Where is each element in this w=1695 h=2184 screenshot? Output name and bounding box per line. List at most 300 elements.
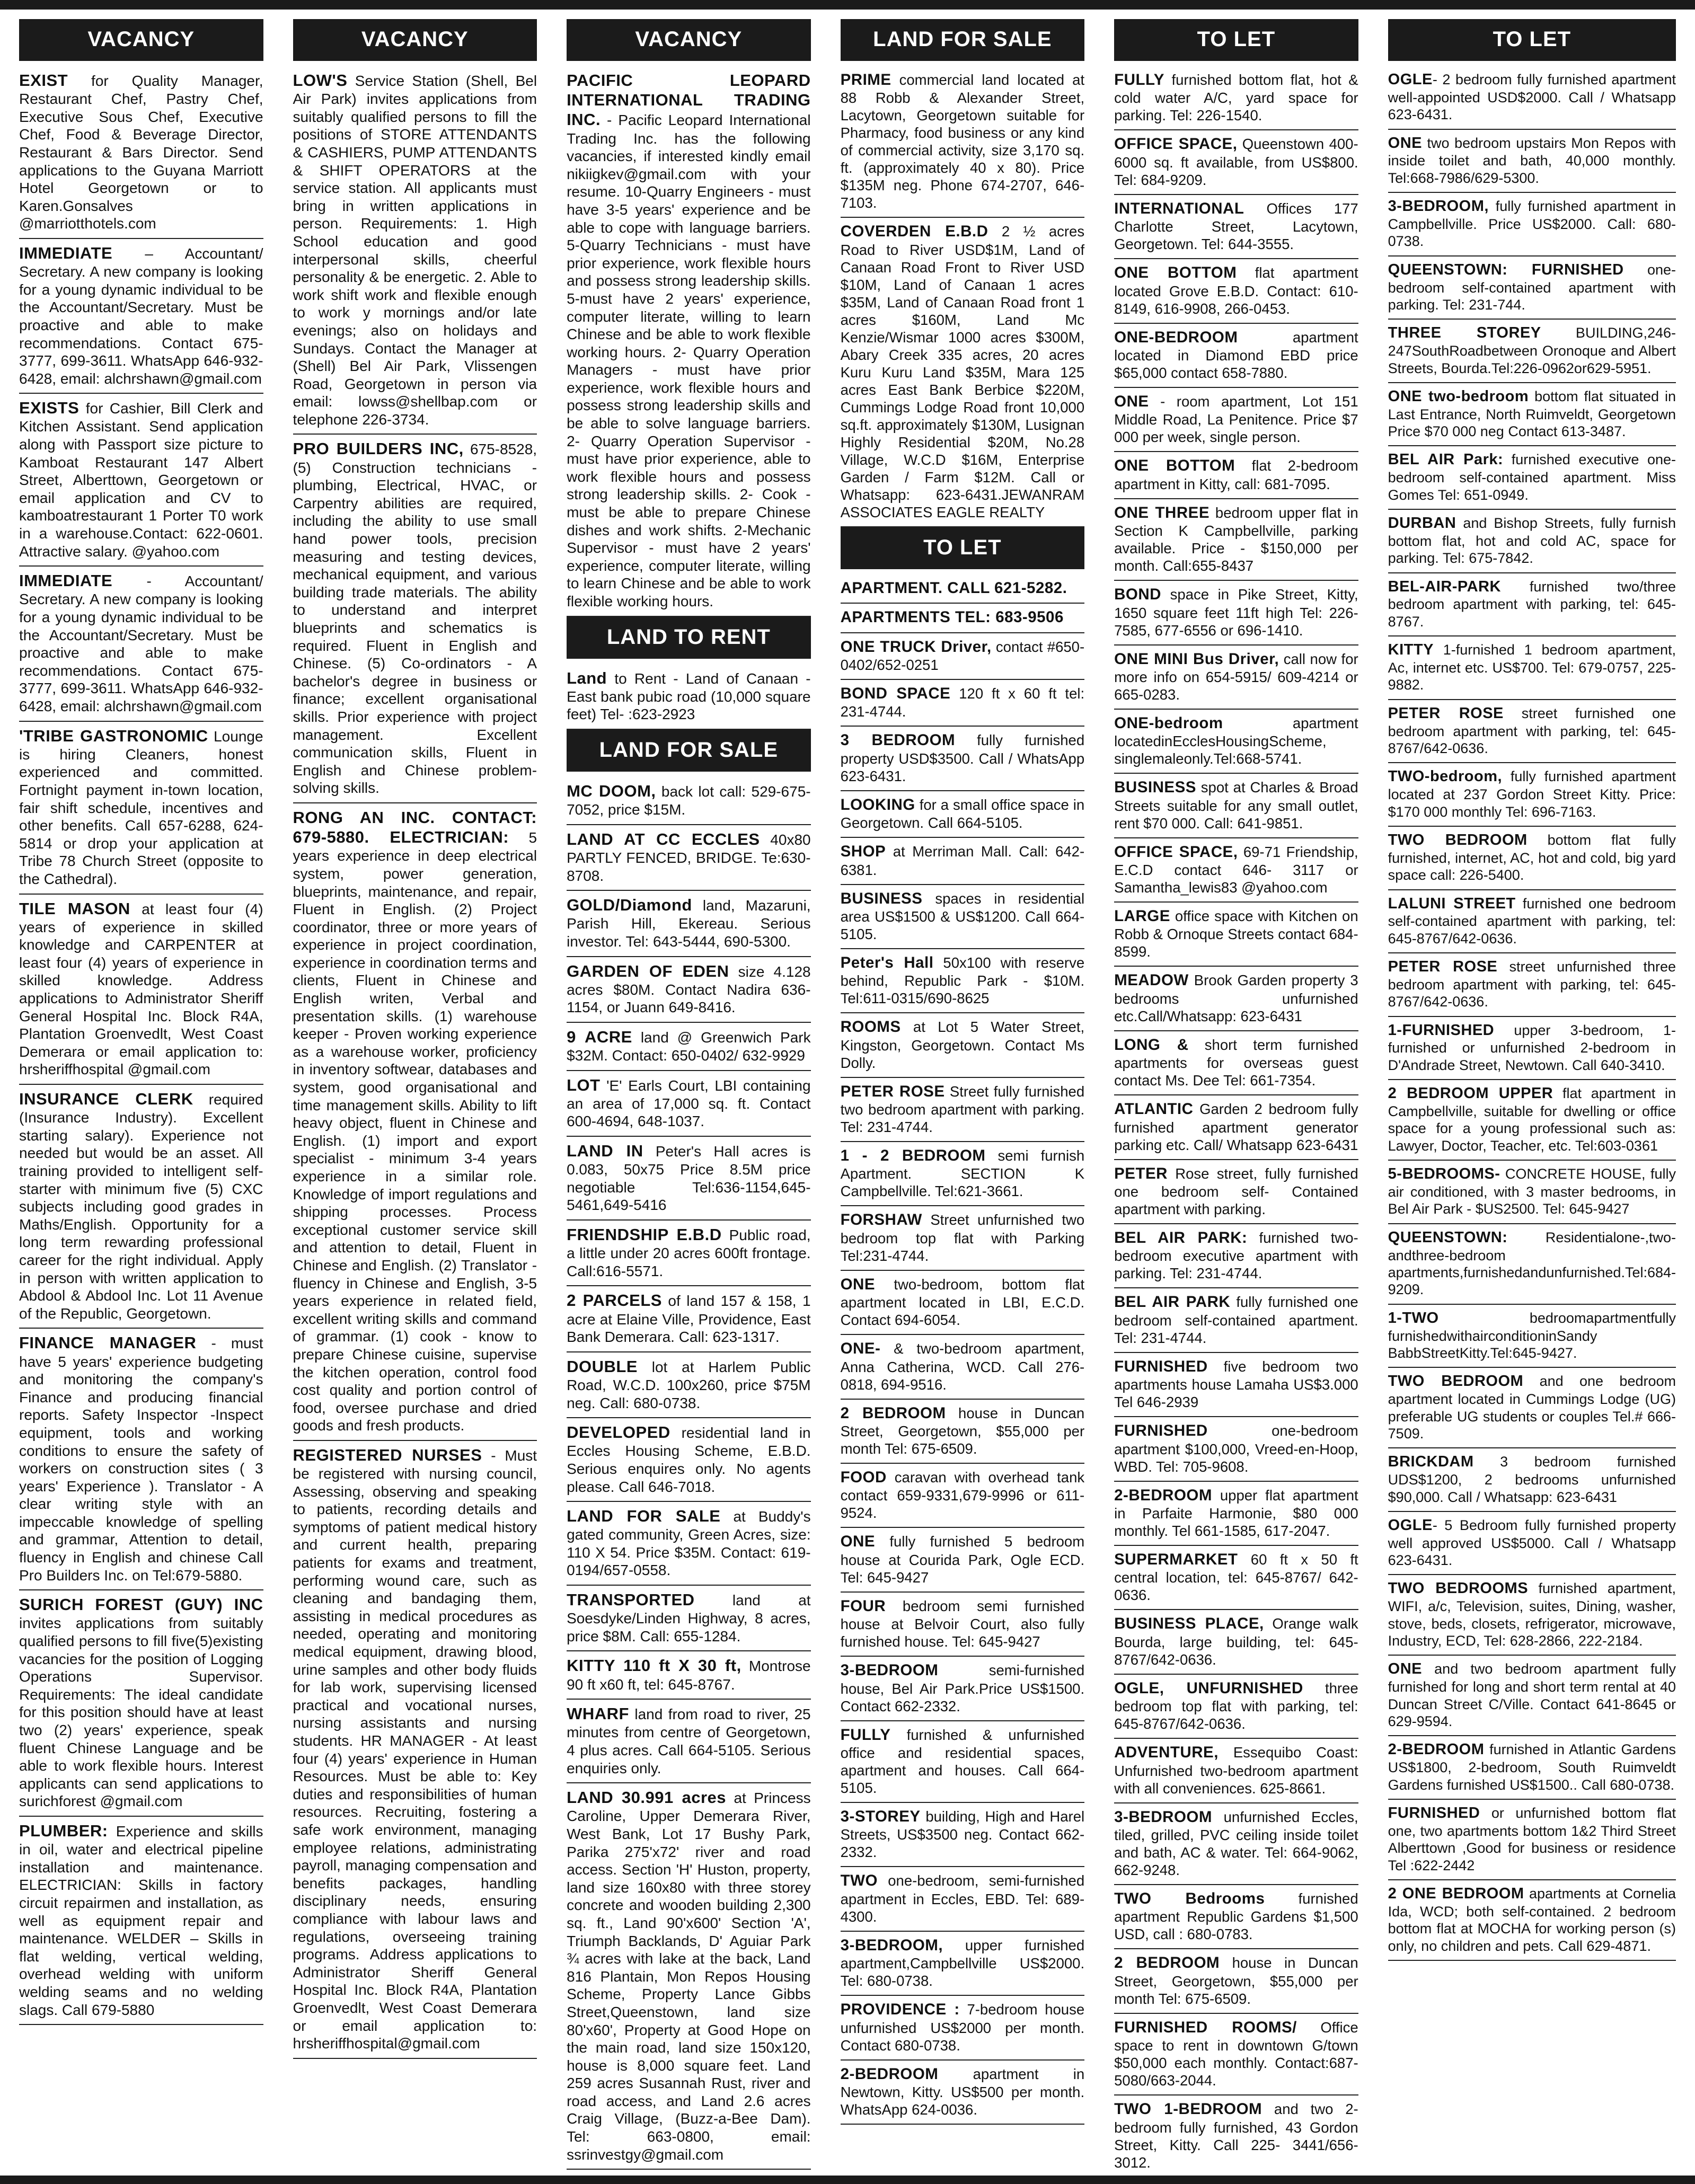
classified-ad [567, 1418, 811, 1502]
ad-keyword: ONE two-bedroom [1388, 387, 1529, 405]
classified-ad [1388, 890, 1676, 954]
classified-ad [1388, 193, 1676, 257]
ad-keyword: 2 ONE BEDROOM [1388, 1885, 1524, 1902]
classified-ad [841, 1078, 1085, 1142]
classified-ad [841, 1996, 1085, 2060]
classified-ad [19, 66, 263, 239]
ad-text: one-bedroom apartment $100,000, Vreed-en-Hoop, WBD. Tel: 705-9608. [1114, 1422, 1358, 1475]
classified-ad [1114, 1417, 1358, 1481]
section-header: LAND TO RENT [567, 617, 811, 659]
ad-keyword: PETER ROSE [1388, 958, 1498, 976]
ad-keyword: TWO BEDROOMS [1388, 1580, 1529, 1597]
ad-text: - Accountant/ Secretary. A new company is looking for a young dynamic individual to be the Accountant/Secretary. Must be proactive and able to make recommendations. Contact 675-3777, 699-3611. WhatsApp 646-932-6428, email: alchrshawn@gmail.com [19, 573, 263, 714]
ads-list [841, 66, 1085, 527]
ad-keyword: FURNISHED [1114, 1422, 1208, 1440]
classified-ad [567, 1137, 811, 1221]
ad-keyword: MEADOW [1114, 971, 1189, 989]
ad-text: street unfurnished three bedroom apartment with parking, tel: 645-8767/642-0636. [1388, 959, 1676, 1010]
ad-keyword: 1-FURNISHED [1388, 1021, 1495, 1039]
ad-keyword: 3-BEDROOM, [1388, 198, 1489, 215]
ad-keyword: Peter's Hall [840, 953, 934, 971]
ad-text: Lounge is hiring Cleaners, honest experienced and committed. Fortnight payment in-town location, fair shift schedule, incentives and other benefits. Call 657-6288, 624-5814 or drop your application at Tribe 78 Church Street (opposite to the Cathedral). [19, 728, 263, 887]
classified-ad [841, 1721, 1085, 1803]
classified-ad [1388, 1800, 1676, 1880]
classified-ad [1114, 967, 1358, 1031]
ad-text: furnished bottom flat, hot & cold water A/C, yard space for parking. Tel: 226-1540. [1114, 72, 1358, 124]
ad-keyword: ONE [840, 1533, 876, 1551]
ad-keyword: PLUMBER: [19, 1821, 108, 1840]
ads-list [1114, 66, 1358, 2178]
classified-ad [1114, 1803, 1358, 1885]
classified-ad [1388, 763, 1676, 827]
classified-ad [1114, 2014, 1358, 2095]
ad-keyword: TWO [840, 1872, 878, 1890]
classified-ad [1388, 1512, 1676, 1576]
classified-ad [841, 680, 1085, 727]
ads-list [1388, 66, 1676, 1961]
ad-text: or unfurnished bottom flat one, two apartments bottom 1&2 Third Street Alberttown ,Good for business or residence Tel :622-2442 [1388, 1805, 1676, 1873]
ad-text: Office space to rent in downtown G/town $50,000 each monthly. Contact:687-5080/663-2044. [1114, 2019, 1358, 2089]
classified-ad [841, 633, 1085, 680]
ad-keyword: ATLANTIC [1114, 1100, 1194, 1118]
ad-text: upper flat apartment in Parfaite Harmonie, $80 000 monthly. Tel 661-1585, 617-2047. [1114, 1487, 1358, 1539]
ad-text: bedroomapartmentfully furnishedwithairconditioninSandy BabbStreetKitty.Tel:645-9427. [1388, 1310, 1676, 1361]
classified-ad [1114, 1885, 1358, 1949]
ad-text: at Lot 5 Water Street, Kingston, Georgetown. Contact Ms Dolly. [840, 1019, 1085, 1071]
classified-ad [1114, 130, 1358, 194]
classified-ad [19, 239, 263, 394]
classified-ad [1114, 1949, 1358, 2013]
ad-text: Rose street, fully furnished one bedroom self- Contained apartment with parking. [1114, 1165, 1358, 1218]
classified-ad [1388, 383, 1676, 447]
ad-keyword: BEL AIR PARK [1114, 1293, 1231, 1311]
ad-text: commercial land located at 88 Robb & Alexander Street, Lacytown, Georgetown suitable for Pharmacy, food business or any kind of commercial activity, size 3,170 sq. ft. (approximately 40 x 80). Price $135M neg. Phone 674-2707, 646-7103. [840, 72, 1085, 211]
ad-keyword: ONE [1388, 1660, 1422, 1678]
ad-text: land from road to river, 25 minutes from centre of Georgetown, 4 plus acres. Call 664-5105. Serious enquiries only. [567, 1706, 811, 1776]
ad-text: street furnished one bedroom apartment with parking, tel: 645-8767/642-0636. [1388, 705, 1676, 756]
ad-text: building, High and Harel Streets, US$3500 neg. Contact 662-2332. [840, 1808, 1085, 1861]
section-header: VACANCY [19, 19, 263, 61]
ad-keyword: 3-BEDROOM [840, 1661, 939, 1679]
ad-keyword: PETER [1114, 1164, 1168, 1182]
classified-ad [567, 1286, 811, 1352]
ad-text: at Buddy's gated community, Green Acres, size: 110 X 54. Price $35M. Contact: 619-0194/657-0558. [567, 1508, 811, 1579]
ad-keyword: 3 BEDROOM [840, 731, 956, 749]
ad-text: – Accountant/ Secretary. A new company is looking for a young dynamic individual to be the Accountant/Secretary. Must be proactive and able to make recommendations. Contact 675-3777, 699-3611. WhatsApp 646-932-6428, email: alchrshawn@gmail.com [19, 245, 263, 387]
ad-keyword: BEL-AIR-PARK [1388, 578, 1501, 595]
classified-ad [567, 1221, 811, 1286]
ad-text: house in Duncan Street, Georgetown, $55,000 per month Tel: 675-6509. [1114, 1955, 1358, 2007]
ad-text: house in Duncan Street, Georgetown, $55,000 per month Tel: 675-6509. [840, 1404, 1085, 1457]
ad-keyword: LARGE [1114, 907, 1170, 925]
section-header: TO LET [841, 527, 1085, 569]
classified-ad [1114, 1739, 1358, 1803]
ad-text: Public road, a little under 20 acres 600ft frontage. Call:616-5571. [567, 1227, 811, 1279]
classified-ad [1114, 1675, 1358, 1739]
ad-text: one-bedroom, semi-furnished apartment in Eccles, EBD. Tel: 689-4300. [840, 1872, 1085, 1925]
ad-keyword: BOND SPACE [840, 684, 951, 702]
ad-text: 120 ft x 60 ft tel: 231-4744. [840, 685, 1085, 720]
classified-ad [841, 727, 1085, 791]
ad-keyword: PETER ROSE [840, 1082, 945, 1100]
ad-keyword: 5-BEDROOMS- [1388, 1165, 1500, 1183]
ad-keyword: FULLY [1114, 71, 1164, 89]
classified-ad [567, 1071, 811, 1137]
ad-keyword: LONG & [1114, 1036, 1189, 1054]
ad-text: space in Pike Street, Kitty, 1650 square feet 11ft high Tel: 226-7585, 677-6556 or 696-1410. [1114, 586, 1358, 639]
ad-text: - room apartment, Lot 151 Middle Road, La Penitence. Price $7 000 per week, single person. [1114, 393, 1358, 446]
classified-ad [19, 1085, 263, 1329]
ad-text: fully furnished 5 bedroom house at Courida Park, Ogle ECD. Tel: 645-9427 [840, 1533, 1085, 1586]
section-header: TO LET [1388, 19, 1676, 61]
ad-keyword: PRO BUILDERS INC, [293, 439, 464, 458]
ads-list [567, 777, 811, 2170]
ad-text: caravan with overhead tank contact 659-9331,679-9996 or 611-9524. [840, 1469, 1085, 1522]
ad-text: CONCRETE HOUSE, fully air conditioned, with 3 master bedrooms, in Bel Air Park - $US2500. Tel: 645-9427 [1388, 1166, 1676, 1217]
ad-keyword: OFFICE SPACE, [1114, 843, 1238, 861]
ad-text: and one bedroom apartment located in Cummings Lodge (UG) preferable UG students or couples Tel.# 666-7509. [1388, 1373, 1676, 1442]
ad-keyword: SHOP [840, 843, 886, 861]
classified-ad [1388, 573, 1676, 637]
column-3 [567, 19, 811, 2178]
classified-ad [567, 1586, 811, 1651]
ad-keyword: PACIFIC LEOPARD INTERNATIONAL TRADING INC. [567, 71, 811, 129]
ad-keyword: PETER ROSE [1388, 704, 1504, 722]
classified-ad [1114, 1610, 1358, 1674]
classifieds-page [19, 19, 1676, 2171]
ad-text: call now for more info on 654-5915/ 609-4214 or 665-0283. [1114, 650, 1358, 703]
ad-text: upper 3-bedroom, 1-furnished or unfurnished 2-bedroom in D'Andrade Street, Newtown. Call 640-3410. [1388, 1022, 1676, 1073]
ad-keyword: TWO Bedrooms [1114, 1889, 1265, 1907]
classified-ad [841, 218, 1085, 527]
ad-keyword: FURNISHED ROOMS/ [1114, 2018, 1297, 2036]
classified-ad [1114, 2095, 1358, 2177]
ad-keyword: LOT [567, 1075, 601, 1094]
ad-text: bottom flat fully furnished, internet, AC, hot and cold, big yard space call: 226-5400. [1388, 832, 1676, 883]
classified-ad [1388, 1224, 1676, 1305]
ad-keyword: FRIENDSHIP E.B.D [567, 1225, 722, 1244]
ad-keyword: BRICKDAM [1388, 1453, 1474, 1471]
ad-text: fully furnished property USD$3500. Call / WhatsApp 623-6431. [840, 732, 1085, 784]
ad-keyword: ADVENTURE, [1114, 1744, 1219, 1762]
ad-text: two bedroom upstairs Mon Repos with inside toilet and bath, 40,000 monthly. Tel:668-7986/629-5300. [1388, 135, 1676, 186]
ad-keyword: ONE BOTTOM [1114, 264, 1237, 282]
section-header: TO LET [1114, 19, 1358, 61]
classified-ad [1388, 1368, 1676, 1448]
classified-ad [567, 825, 811, 891]
ad-text: and Bishop Streets, fully furnish bottom flat, hot and cold AC, space for parking. Tel: 675-7842. [1388, 515, 1676, 567]
ad-text: BUILDING,246-247SouthRoadbetween Oronoque and Albert Streets, Bourda.Tel:226-0962or629-5951. [1388, 325, 1676, 376]
ad-text: Essequibo Coast: Unfurnished two-bedroom apartment with all conveniences. 625-8661. [1114, 1744, 1358, 1797]
ad-text: short term furnished apartments for overseas guest contact Ms. Dee Tel: 661-7354. [1114, 1036, 1358, 1089]
column-5 [1114, 19, 1358, 2178]
ad-keyword: FULLY [840, 1726, 891, 1744]
classified-ad [1114, 1224, 1358, 1288]
classified-ad [841, 838, 1085, 885]
classified-ad [841, 1335, 1085, 1399]
classified-ad [1114, 66, 1358, 130]
classified-ad [1114, 1031, 1358, 1095]
ad-text: five bedroom two apartments house Lamaha US$3.000 Tel 646-2939 [1114, 1358, 1358, 1411]
classified-ad [841, 574, 1085, 604]
ad-text: fully furnished apartment in Campbellville. Price US$2000. Call: 680-0738. [1388, 198, 1676, 250]
ad-keyword: TWO-bedroom, [1388, 768, 1503, 785]
classified-ad [1114, 646, 1358, 710]
ad-text: at least four (4) years of experience in skilled knowledge and CARPENTER at least four (4) years of experience in skilled knowledge. Address applications to Administrator Sheriff General Hospital Inc. Block R4A, Plantation Groenvedlt, West Coast Demerara or email application to: hrsheriffhospital @gmail.com [19, 900, 263, 1078]
classified-ad [567, 957, 811, 1023]
ad-keyword: OGLE, UNFURNISHED [1114, 1679, 1303, 1697]
ad-text: for Cashier, Bill Clerk and Kitchen Assistant. Send application along with Passport size picture to Kamboat Restaurant 147 Albert Street, Alberttown, Georgetown or email application and CV to kamboatrestaurant 1 Porter T0 work in a warehouse.Contact: 622-0601. Attractive salary. @yahoo.com [19, 400, 263, 560]
ad-keyword: LAND IN [567, 1142, 643, 1161]
ad-text: Montrose 90 ft x60 ft, tel: 645-8767. [567, 1658, 811, 1693]
classified-ad [567, 1783, 811, 2170]
classified-ad [567, 66, 811, 617]
ad-keyword: ONE [1114, 392, 1149, 410]
ad-keyword: FURNISHED [1114, 1357, 1208, 1375]
ad-keyword: TWO BEDROOM [1388, 831, 1528, 848]
classified-ad [1114, 774, 1358, 838]
classified-ad [1388, 636, 1676, 700]
classified-ad [841, 1013, 1085, 1077]
classified-ad [1388, 1880, 1676, 1961]
ad-keyword: QUEENSTOWN: FURNISHED [1388, 261, 1624, 278]
column-2 [293, 19, 537, 2178]
ad-keyword: WHARF [567, 1704, 629, 1723]
ad-keyword: 1-TWO [1388, 1309, 1439, 1327]
classified-ad [567, 891, 811, 957]
classified-ad [1388, 1656, 1676, 1736]
ad-keyword: APARTMENT. CALL 621-5282. [840, 579, 1067, 597]
classified-ad [841, 604, 1085, 633]
ad-text: apartment locatedinEcclesHousingScheme, singlemaleonly.Tel:668-5741. [1114, 714, 1358, 767]
classified-ad [19, 722, 263, 895]
ad-keyword: OGLE [1388, 71, 1433, 88]
classified-ad [1388, 1736, 1676, 1800]
ad-text: at Merriman Mall. Call: 642-6381. [840, 843, 1085, 878]
ad-keyword: ONE- [840, 1340, 881, 1358]
ad-text: back lot call: 529-675-7052, price $15M. [567, 783, 811, 818]
ad-keyword: DURBAN [1388, 515, 1456, 532]
ad-text: Offices 177 Charlotte Street, Lacytown, Georgetown. Tel: 644-3555. [1114, 200, 1358, 253]
ad-keyword: ONE BOTTOM [1114, 457, 1235, 475]
ad-text: Brook Garden property 3 bedrooms unfurnished etc.Call/Whatsapp: 623-6431 [1114, 972, 1358, 1024]
ad-keyword: SURICH FOREST (GUY) INC [19, 1595, 263, 1614]
classified-ad [1114, 1546, 1358, 1610]
classified-ad [1388, 320, 1676, 383]
ad-text: Queenstown 400-6000 sq. ft available, from US$800. Tel: 684-9209. [1114, 136, 1358, 188]
ad-keyword: RONG AN INC. CONTACT: 679-5880. ELECTRICIAN: [293, 808, 537, 847]
classified-ad [1114, 499, 1358, 581]
ad-keyword: 9 ACRE [567, 1027, 632, 1046]
ad-text: - Pacific Leopard International Trading Inc. has the following vacancies, if interested kindly email nikiigkev@gmail.com with your resume. 10-Quarry Engineers - must have 3-5 years' experience and be able to cope with language barriers. 5-Quarry Technicians - must have prior experience, work flexible hours and possess strong leadership skills. 5-must have 2 years' experience, computer literate, willing to learn Chinese and be able to work flexible working hours. 2- Quarry Operation Managers - must have prior experience, work flexible hours and possess strong leadership skills and be able to solve language barriers. 2- Quarry Operation Supervisor - must have prior experience, able to work flexible hours and possess strong leadership skills. 2- Cook - must be able to prepare Chinese dishes and work shifts. 2-Mechanic Supervisor - must have 2 years' experience, computer literate, willing to learn Chinese and be able to work flexible working hours. [567, 112, 811, 609]
ad-text: residential land in Eccles Housing Scheme, E.B.D. Serious enquires only. No agents please. Call 646-7018. [567, 1425, 811, 1495]
ad-keyword: BEL AIR PARK: [1114, 1229, 1248, 1247]
ad-text: spot at Charles & Broad Streets suitable for any small outlet, rent $70 000. Call: 641-9851. [1114, 779, 1358, 832]
classified-ad [567, 1352, 811, 1418]
ad-keyword: ROOMS [840, 1018, 901, 1036]
classified-ad [1114, 195, 1358, 259]
ad-text: Street unfurnished two bedroom top flat with Parking Tel:231-4744. [840, 1212, 1085, 1264]
ad-keyword: EXISTS [19, 399, 80, 418]
ad-keyword: FORSHAW [840, 1211, 922, 1229]
classified-ad [841, 1464, 1085, 1528]
ad-text: 1-furnished 1 bedroom apartment, Ac, internet etc. US$700. Tel: 679-0757, 225-9882. [1388, 642, 1676, 693]
classified-ad [293, 435, 537, 803]
ads-list [841, 574, 1085, 2125]
section-header: LAND FOR SALE [567, 730, 811, 772]
classified-ad [1114, 452, 1358, 499]
ad-text: land at Soesdyke/Linden Highway, 8 acres, price $8M. Call: 655-1284. [567, 1592, 811, 1644]
classified-ad [1114, 903, 1358, 967]
ad-text: at Princess Caroline, Upper Demerara River, West Bank, Lot 17 Bushy Park, Parika 275'x72' river and road access. Section 'H' Huston, property, land size 160x80 with three storey concrete and wooden building 2,300 sq. ft., Land 90'x600' Section 'A', Triumph Backlands, D' Aguiar Park ¾ acres with lake at the back, Land 816 Plantain, Mon Repos Housing Scheme, Property Lance Gibbs Street,Queenstown, land size 80'x60', Property at Good Hope on the main road, land size 150x120, house is 8,000 square feet. Land 259 acres Susannah Rust, river and road access, and Land 2.6 acres Craig Village, (Buzz-a-Bee Dam). Tel: 663-0800, email: ssrinvestgy@gmail.com [567, 1790, 811, 2163]
ad-text: bedroom semi furnished house at Belvoir Court, also fully furnished house. Tel: 645-9427 [840, 1597, 1085, 1650]
ad-text: spaces in residential area US$1500 & US$1200. Call 664-5105. [840, 890, 1085, 942]
classified-ad [19, 394, 263, 567]
ads-list [19, 66, 263, 2025]
column-4 [841, 19, 1085, 2178]
classified-ad [841, 791, 1085, 838]
ad-keyword: IMMEDIATE [19, 571, 113, 590]
classified-ad [19, 1329, 263, 1590]
section-header: VACANCY [567, 19, 811, 61]
classified-ad [841, 1142, 1085, 1206]
ad-keyword: KITTY 110 ft X 30 ft, [567, 1656, 741, 1675]
ad-text: - 2 bedroom fully furnished apartment well-appointed USD$2000. Call / Whatsapp 623-6431. [1388, 72, 1676, 123]
ad-keyword: ONE [1388, 134, 1422, 152]
ad-keyword: FURNISHED [1388, 1804, 1480, 1822]
ad-text: 2 ½ acres Road to River USD$1M, Land of Canaan Road Front to River USD $10M, Land of Canaan 1 acres $35M, Land of Canaan Road front 1 acres $160M, Land Mc Kenzie/Wismar 1000 acres $300M, Abary Creek 335 acres, 20 acres Kuru Kuru Land $35M, Mara 125 acres East Bank Berbice $220M, Cummings Lodge Road front 10,000 sq.ft. approximately $130M, Lusignan Highly Residential $20M, No.28 Village, W.C.D $16M, Enterprise Garden / Farm $12M. Call or Whatsapp: 623-6431.JEWANRAM ASSOCIATES EAGLE REALTY [840, 223, 1085, 520]
ad-text: size 4.128 acres $80M. Contact Nadira 636-1154, or Juann 649-8416. [567, 963, 811, 1016]
ad-text: flat 2-bedroom apartment in Kitty, call: 681-7095. [1114, 457, 1358, 492]
classified-ad [1114, 1353, 1358, 1417]
classified-ad [1114, 1160, 1358, 1224]
ad-keyword: Land [567, 668, 607, 687]
ad-text: flat apartment located Grove E.B.D. Contact: 610-8149, 616-9908, 266-0453. [1114, 264, 1358, 317]
classified-ad [1114, 581, 1358, 645]
ad-keyword: 1 - 2 BEDROOM [840, 1147, 986, 1165]
classified-ad [1388, 257, 1676, 320]
ad-keyword: ONE-BEDROOM [1114, 328, 1238, 346]
ad-text: Service Station (Shell, Bel Air Park) invites applications from suitably qualified persons to fill the positions of STORE ATTENDANTS & CASHIERS, PUMP ATTENDANTS & SHIFT OPERATORS at the service station. All applicants must bring in written applications in person. Requirements: 1. High School education and good interpersonal skills, cheerful personality & be energetic. 2. Able to work shift work and flexible enough to work y mornings and/or late evenings; also on holidays and Sundays. Contact the Manager at (Shell) Bel Air Park, Vlissengen Road, Georgetown in person via email: lowss@shellbap.com or telephone 226-3734. [293, 73, 537, 428]
classified-ad [1114, 1482, 1358, 1546]
ad-keyword: 2 PARCELS [567, 1291, 662, 1310]
classified-ad [1388, 827, 1676, 890]
ad-keyword: SUPERMARKET [1114, 1550, 1238, 1568]
classified-ad [19, 1817, 263, 2025]
ad-keyword: DOUBLE [567, 1357, 638, 1376]
ad-text: land, Mazaruni, Parish Hill, Ekereau. Serious investor. Tel: 643-5444, 690-5300. [567, 897, 811, 950]
classified-ad [841, 1657, 1085, 1721]
ad-text: furnished two/three bedroom apartment with parking, tel: 645-8767. [1388, 578, 1676, 630]
ad-keyword: LALUNI STREET [1388, 895, 1516, 912]
classified-ad [841, 1867, 1085, 1931]
ad-text: flat apartment in Campbellville, suitable for dwelling or office space for a young professional such as: Lawyer, Doctor, Teacher, etc. Tel:603-0361 [1388, 1085, 1676, 1154]
ad-keyword: COVERDEN E.B.D [840, 223, 988, 241]
ad-text: for a small office space in Georgetown. Call 664-5105. [840, 796, 1085, 832]
ad-text: fully furnished apartment located at 237 Gordon Street Kitty. Price: $170 000 monthly Tel: 696-7163. [1388, 768, 1676, 820]
ad-text: and two 2-bedroom fully furnished, 43 Gordon Street, Kitty. Call 225- 3441/656-3012. [1114, 2101, 1358, 2171]
ad-text: 3 bedroom furnished UDS$1200, 2 bedrooms unfurnished $90,000. Call / Whatsapp: 623-6431 [1388, 1454, 1676, 1505]
ad-text: 50x100 with reserve behind, Republic Park - $10M. Tel:611-0315/690-8625 [840, 954, 1085, 1007]
ad-keyword: 2 BEDROOM [1114, 1954, 1220, 1972]
ad-keyword: TRANSPORTED [567, 1590, 695, 1610]
classified-ad [841, 1528, 1085, 1592]
ad-text: and two bedroom apartment fully furnished for long and short term rental at 40 Duncan Street C/Ville. Contact 641-8645 or 629-9594. [1388, 1661, 1676, 1730]
ad-text: fully furnished one bedroom self-contained apartment. Tel: 231-4744. [1114, 1294, 1358, 1346]
ad-text: of land 157 & 158, 1 acre at Elaine Ville, Providence, East Bank Demerara. Call: 623-1317. [567, 1293, 811, 1346]
ad-keyword: QUEENSTOWN: [1388, 1228, 1508, 1246]
ad-text: apartments at Cornelia Ida, WCD; both self-contained. 2 bedroom bottom flat at MOCHA for working person (s) only, no children and pets. Call 629-4871. [1388, 1885, 1676, 1954]
classified-ad [1388, 510, 1676, 573]
classified-ad [1388, 953, 1676, 1017]
ad-keyword: LAND AT CC ECCLES [567, 829, 760, 848]
ad-keyword: BUSINESS [1114, 779, 1196, 797]
ad-text: apartment in Newtown, Kitty. US$500 per month. WhatsApp 624-0036. [840, 2065, 1085, 2118]
ad-keyword: 3-STOREY [840, 1807, 921, 1825]
ad-text: Residentialone-,two-andthree-bedroom apartments,furnishedandunfurnished.Tel:684-9209. [1388, 1229, 1676, 1298]
ad-text: for Quality Manager, Restaurant Chef, Pastry Chef, Executive Sous Chef, Executive Chef, Food & Beverage Director, Restaurant & Bars Director. Send applications to the Guyana Marriott Hotel Georgetown or to Karen.Gonsalves @marriotthotels.com [19, 73, 263, 232]
ad-text: to Rent - Land of Canaan - East bank pubic road (10,000 square feet) Tel- :623-2923 [567, 670, 811, 723]
ad-keyword: ONE MINI Bus Driver, [1114, 650, 1279, 668]
ad-keyword: INTERNATIONAL [1114, 199, 1244, 217]
ad-text: 5 years experience in deep electrical system, power generation, blueprints, maintenance, and repair, Fluent in English. (2) Project coordinator, three or more years of experience in project coordination, experience in coordination terms and clients, Fluent in Chinese and English writen, Verbal and presentation skills. (1) warehouse keeper - Proven working experience as a warehouse worker, proficiency in inventory softwear, databases and system, good organisational and time management skills. Ability to lift heavy object, fluent in Chinese and English. (1) import and export specialist - minimum 3-4 years experience in a similar role. Knowledge of import regulations and shipping processes. Process exceptional customer service skill and attention to detail, Fluent in Chinese and English. (2) Translator - fluency in Chinese and English, 3-5 years experience in related field, excellent writing skills and command of grammar. (1) cook - know to prepare Chinese cuisine, supervise the kitchen operation, control food cost quality and portion control of food, oversee purchase and dried goods and fresh products. [293, 829, 537, 1434]
section-header: LAND FOR SALE [841, 19, 1085, 61]
ad-text: Peter's Hall acres is 0.083, 50x75 Price 8.5M price negotiable Tel:636-1154,645-5461,649-5416 [567, 1143, 811, 1214]
ad-keyword: PROVIDENCE : [840, 2001, 960, 2019]
ad-keyword: ONE THREE [1114, 503, 1210, 521]
ad-text: lot at Harlem Public Road, W.C.D. 100x260, price $75M neg. Call: 680-0738. [567, 1358, 811, 1411]
bottom-border [0, 2176, 1695, 2184]
column-6 [1388, 19, 1676, 2178]
ad-keyword: 2-BEDROOM [1114, 1486, 1212, 1504]
ad-keyword: 2 BEDROOM [840, 1404, 946, 1422]
ad-keyword: FINANCE MANAGER [19, 1333, 197, 1352]
classified-ad [1388, 700, 1676, 764]
classified-ad [841, 949, 1085, 1013]
ad-keyword: APARTMENTS TEL: 683-9506 [840, 608, 1064, 626]
ad-keyword: PRIME [840, 71, 891, 89]
ad-keyword: BOND [1114, 586, 1161, 604]
ad-text: required (Insurance Industry). Excellent starting salary). Experience not needed but would be an asset. All training provided to intelligent self-starter with minimum five (5) CXC subjects including good grades in Maths/English. Opportunity for a long term rewarding professional career for the right individual. Apply in person with written application to Abdool & Abdool Inc. Lot 11 Avenue of the Republic, Georgetown. [19, 1091, 263, 1322]
classified-ad [567, 777, 811, 825]
column-1 [19, 19, 263, 2178]
classified-ad [19, 567, 263, 721]
classified-ad [841, 885, 1085, 949]
ads-list [293, 66, 537, 2059]
ad-text: contact #650-0402/652-0251 [840, 638, 1085, 673]
classified-ad [567, 1651, 811, 1700]
ad-keyword: LOOKING [840, 795, 915, 814]
classified-ad [1388, 1575, 1676, 1656]
ad-text: Orange walk Bourda, large building, tel: 645-8767/642-0636. [1114, 1615, 1358, 1668]
ad-text: furnished apartment Republic Gardens $1,500 USD, call : 680-0783. [1114, 1890, 1358, 1943]
classified-ad [1114, 388, 1358, 452]
ad-keyword: TWO BEDROOM [1388, 1373, 1524, 1390]
ad-text: - Must be registered with nursing council, Assessing, observing and speaking to patients, recording details and symptoms of patient medical history and current health, preparing patients for exams and treatment, performing wound care, such as cleaning and bandaging them, assisting in medical procedures as needed, operating and monitoring medical equipment, drawing blood, urine samples and other body fluids for lab work, supervising licensed practical and vocational nurses, nursing assistants and nursing students. HR MANAGER - At least four (4) years' experience in Human Resources. Must be able to: Key duties and responsibilities of human resources. Recruiting, fostering a safe work environment, managing employee relations, administrating payroll, managing compensation and benefits packages, handling disciplinary needs, ensuring compliance with labour laws and regulations, overseeing training programs. Address applications to Administrator Sheriff General Hospital Inc. Block R4A, Plantation Groenvedlt, West Coast Demerara or email application to: hrsheriffhospital@gmail.com [293, 1447, 537, 2052]
ad-text: bottom flat situated in Last Entrance, North Ruimveldt, Georgetown Price $70 000 neg Contact 613-3487. [1388, 388, 1676, 440]
ad-text: Garden 2 bedroom fully furnished apartment generator parking etc. Call/ Whatsapp 623-6431 [1114, 1101, 1358, 1153]
ad-keyword: INSURANCE CLERK [19, 1090, 193, 1109]
ad-keyword: DEVELOPED [567, 1423, 670, 1442]
classified-ad [841, 66, 1085, 218]
ad-text: semi furnish Apartment. SECTION K Campbellville. Tel:621-3661. [840, 1147, 1085, 1200]
ad-keyword: ONE TRUCK Driver, [840, 638, 992, 656]
ad-keyword: REGISTERED NURSES [293, 1445, 482, 1464]
ad-text: 40x80 PARTLY FENCED, BRIDGE. Te:630-8708. [567, 831, 811, 884]
ad-keyword: MC DOOM, [567, 781, 656, 800]
classified-ad [1388, 1305, 1676, 1368]
ad-keyword: LAND 30.991 acres [567, 1788, 727, 1807]
